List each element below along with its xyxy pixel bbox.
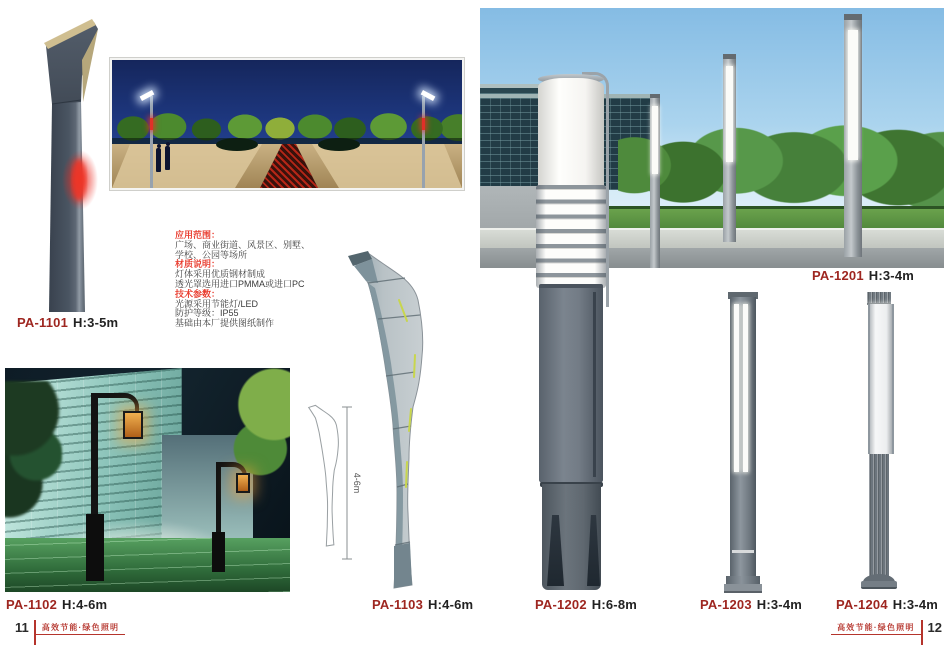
spec-line: 灯体采用优质钢材制成 bbox=[175, 269, 266, 280]
spec-tech-title: 技术参数： bbox=[175, 288, 221, 299]
pa-1204-product-render bbox=[860, 292, 900, 594]
blade-body bbox=[352, 253, 423, 588]
pa-1101-product-render bbox=[8, 16, 118, 316]
hedge bbox=[318, 138, 360, 151]
light-strip bbox=[743, 304, 748, 472]
building-night-photo bbox=[5, 368, 290, 592]
product-height: H:4-6m bbox=[62, 597, 108, 612]
tree-silhouette-left bbox=[5, 381, 62, 547]
spec-line: 广场、商业街道、风景区、别墅、 bbox=[175, 239, 311, 250]
page-number-right: 12 bbox=[927, 620, 942, 635]
square-pole-lamp-mid bbox=[723, 54, 736, 242]
page-number-left: 11 bbox=[15, 620, 29, 635]
product-height: H:6-8m bbox=[591, 597, 638, 612]
pa-1103-product-render bbox=[298, 226, 466, 598]
product-code: PA-1102 bbox=[6, 597, 58, 612]
hanging-lantern bbox=[123, 411, 143, 440]
product-height: H:3-5m bbox=[73, 315, 119, 330]
dimension-label: 4-6m bbox=[352, 472, 362, 494]
light-panel bbox=[868, 304, 894, 454]
footer-left bbox=[10, 620, 125, 645]
spec-line: 基础由本厂提供图纸制作 bbox=[175, 318, 275, 329]
spec-application-title: 应用范围： bbox=[175, 230, 221, 240]
product-label-pa-1103 bbox=[372, 597, 473, 612]
product-label-pa-1204 bbox=[836, 597, 938, 612]
hedge bbox=[216, 138, 258, 151]
pa-1202-product-render bbox=[530, 70, 662, 594]
product-label-pa-1101 bbox=[17, 315, 118, 330]
product-height: H:3-4m bbox=[892, 597, 939, 612]
spec-material-title: 材质说明： bbox=[175, 259, 221, 270]
footer-slogan-right: 高效节能·绿色照明 bbox=[831, 620, 920, 635]
product-label-pa-1201 bbox=[812, 268, 914, 283]
side-slot bbox=[593, 292, 596, 477]
tree-row bbox=[618, 106, 944, 220]
product-code: PA-1103 bbox=[372, 597, 424, 612]
fluted-shaft bbox=[869, 454, 889, 576]
pedestrian bbox=[156, 148, 161, 172]
louver-rings bbox=[536, 185, 606, 288]
pa-1203-product-render bbox=[724, 292, 764, 594]
product-label-pa-1102 bbox=[6, 597, 107, 612]
plaza-night-photo bbox=[110, 58, 464, 190]
footer-right bbox=[831, 620, 947, 645]
product-code: PA-1201 bbox=[812, 268, 864, 283]
light-strip bbox=[726, 66, 733, 162]
lower-light-band bbox=[732, 550, 754, 553]
hanging-lantern bbox=[236, 473, 250, 493]
product-height: H:4-6m bbox=[428, 597, 474, 612]
product-height: H:3-4m bbox=[756, 597, 803, 612]
base-plinth bbox=[861, 581, 897, 589]
product-code: PA-1203 bbox=[700, 597, 752, 612]
product-height: H:3-4m bbox=[868, 268, 915, 283]
lamp-red-band bbox=[422, 118, 425, 130]
footer-slogan-left: 高效节能·绿色照明 bbox=[36, 620, 125, 635]
red-glow-core bbox=[72, 159, 86, 201]
pedestrian bbox=[165, 146, 170, 170]
spec-line: 光源采用节能灯/LED bbox=[175, 298, 259, 309]
pole-cap bbox=[723, 54, 736, 59]
pole-cap bbox=[844, 14, 862, 20]
light-strip bbox=[848, 30, 858, 160]
plaza-lamp-left bbox=[150, 96, 153, 190]
post-base bbox=[86, 514, 104, 581]
foundation-foot bbox=[724, 584, 762, 593]
lamp-red-band bbox=[150, 118, 153, 130]
product-label-pa-1202 bbox=[535, 597, 637, 612]
product-label-pa-1203 bbox=[700, 597, 802, 612]
product-code: PA-1204 bbox=[836, 597, 888, 612]
blade-bottom-segment bbox=[394, 543, 412, 588]
outline-drawing bbox=[309, 405, 339, 546]
square-pole-lamp-near bbox=[844, 14, 862, 257]
plaza-lamp-right bbox=[422, 96, 425, 190]
spec-line: 防护等级：IP55 bbox=[175, 308, 239, 319]
white-diffuser bbox=[538, 78, 604, 186]
product-code: PA-1202 bbox=[535, 597, 587, 612]
product-code: PA-1101 bbox=[17, 315, 69, 330]
pedestrian-head bbox=[166, 142, 170, 146]
pedestrian-head bbox=[157, 144, 161, 148]
spec-line: 学校、公园等场所 bbox=[175, 249, 248, 260]
spec-line: 透光罩选用进口PMMA或进口PC bbox=[175, 278, 305, 289]
post-base bbox=[212, 532, 225, 572]
light-strip bbox=[734, 304, 739, 472]
